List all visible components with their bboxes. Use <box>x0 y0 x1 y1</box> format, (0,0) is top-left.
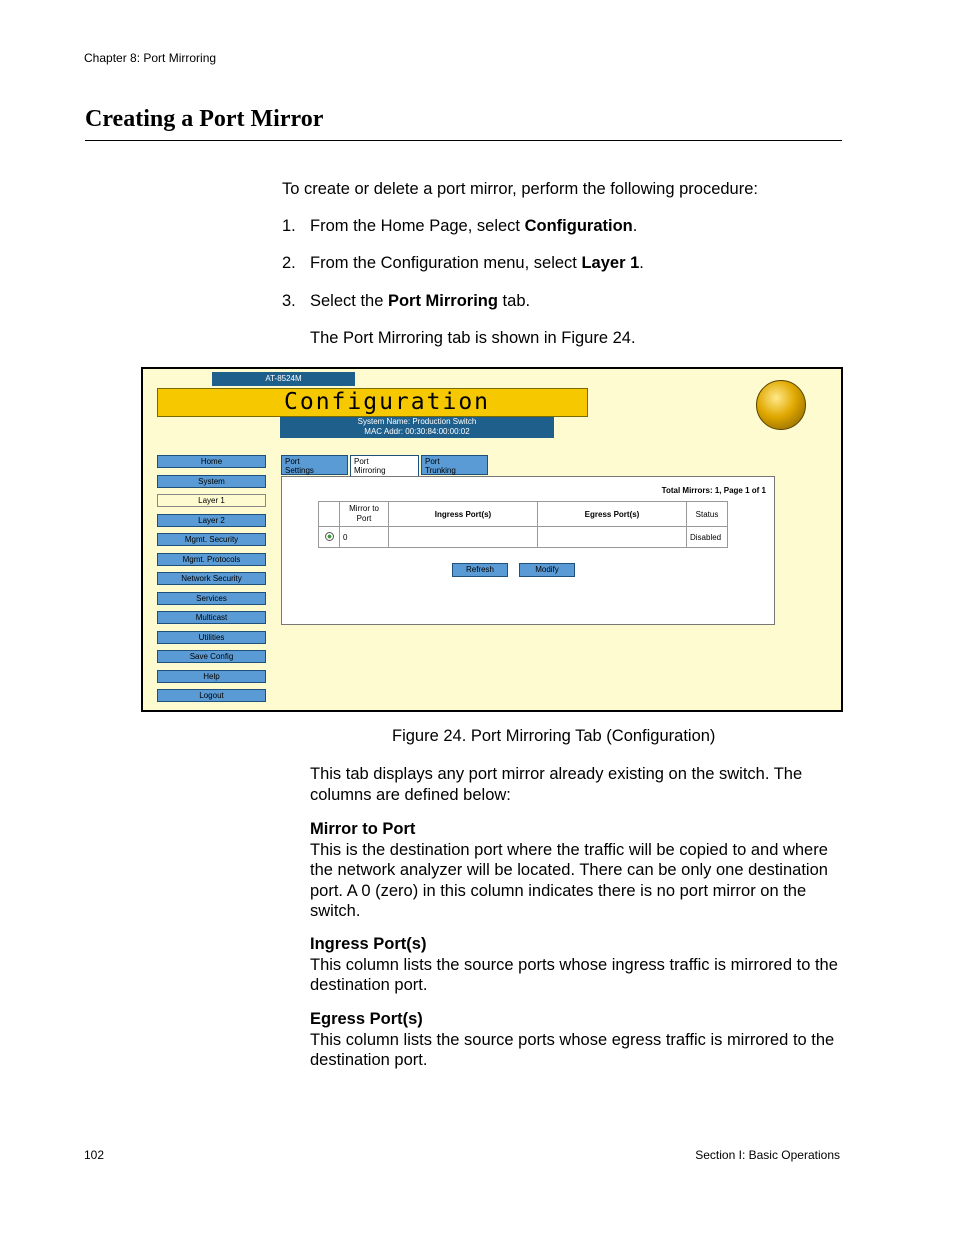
title-rule <box>85 140 842 141</box>
step-text: From the Home Page, select <box>310 217 525 235</box>
row-select-cell <box>319 527 340 548</box>
step-text: Select the <box>310 292 388 310</box>
system-info-box <box>280 417 554 438</box>
nav-logout[interactable]: Logout <box>157 689 266 702</box>
step-bold: Port Mirroring <box>387 292 498 310</box>
cell-egress <box>538 527 687 548</box>
definition-ingress <box>310 934 842 996</box>
nav-help[interactable]: Help <box>157 670 266 683</box>
model-label: AT-8524M <box>212 372 355 386</box>
definition-term: Mirror to Port <box>310 820 416 838</box>
footer-section: Section I: Basic Operations <box>695 1148 840 1162</box>
intro-text: To create or delete a port mirror, perform the following procedure: <box>282 180 758 198</box>
tab-port-settings[interactable] <box>281 455 348 475</box>
definition-text: This is the destination port where the traffic will be copied to and where the network analyzer will be located. There can be only one destination port. A 0 (zero) in this column indicates there is no port mirror on the switch. <box>310 840 828 920</box>
step-3 <box>282 292 531 311</box>
cell-status: Disabled <box>687 527 728 548</box>
definition-term: Egress Port(s) <box>310 1010 423 1028</box>
system-name: System Name: Production Switch <box>357 417 477 426</box>
tab-label: Trunking <box>425 466 456 475</box>
section-title: Creating a Port Mirror <box>85 106 324 132</box>
nav-mgmt-security[interactable]: Mgmt. Security <box>157 533 266 546</box>
cell-ingress <box>389 527 538 548</box>
select-column-header <box>319 502 340 527</box>
step-1 <box>282 217 638 236</box>
running-header: Chapter 8: Port Mirroring <box>84 51 217 65</box>
step-number: 3. <box>282 292 296 310</box>
column-header-egress: Egress Port(s) <box>538 502 687 527</box>
step-post: tab. <box>497 292 531 310</box>
definition-term: Ingress Port(s) <box>310 935 427 953</box>
total-mirrors: Total Mirrors: 1, Page 1 of 1 <box>661 486 766 495</box>
cell-mirror-port: 0 <box>340 527 389 548</box>
step-post: . <box>639 254 644 272</box>
step-note: The Port Mirroring tab is shown in Figure 24. <box>310 329 636 347</box>
refresh-button[interactable]: Refresh <box>452 563 508 577</box>
definition-text: This column lists the source ports whose ingress traffic is mirrored to the destination port. <box>310 955 838 994</box>
nav-save-config[interactable]: Save Config <box>157 650 266 663</box>
tab-port-trunking[interactable] <box>421 455 488 475</box>
globe-logo-icon <box>756 380 806 430</box>
step-number: 1. <box>282 217 296 235</box>
table-row <box>319 527 728 548</box>
tab-label: Mirroring <box>354 466 386 475</box>
page-number: 102 <box>84 1148 105 1162</box>
table-header-row <box>319 502 728 527</box>
figure-screenshot <box>141 367 843 712</box>
nav-utilities[interactable]: Utilities <box>157 631 266 644</box>
nav-services[interactable]: Services <box>157 592 266 605</box>
nav-home[interactable]: Home <box>157 455 266 468</box>
nav-multicast[interactable]: Multicast <box>157 611 266 624</box>
step-text: From the Configuration menu, select <box>310 254 582 272</box>
mac-address: MAC Addr: 00:30:84:00:00:02 <box>364 427 470 436</box>
header-label: Port <box>356 514 372 523</box>
definition-egress <box>310 1009 842 1071</box>
configuration-title: Configuration <box>284 389 491 415</box>
nav-layer-1[interactable]: Layer 1 <box>157 494 266 507</box>
step-post: . <box>632 217 638 235</box>
figure-caption: Figure 24. Port Mirroring Tab (Configuration) <box>392 727 716 745</box>
row-radio-button[interactable] <box>325 532 334 541</box>
tab-label: Settings <box>285 466 314 475</box>
port-mirroring-panel <box>281 476 775 625</box>
nav-mgmt-protocols[interactable]: Mgmt. Protocols <box>157 553 266 566</box>
tab-label: Port <box>285 457 300 466</box>
definition-text: This column lists the source ports whose egress traffic is mirrored to the destination port. <box>310 1030 835 1069</box>
modify-button[interactable]: Modify <box>519 563 575 577</box>
step-bold: Layer 1 <box>581 254 640 272</box>
nav-network-security[interactable]: Network Security <box>157 572 266 585</box>
step-2 <box>282 254 644 273</box>
definition-mirror <box>310 819 842 922</box>
tab-label: Port <box>354 457 369 466</box>
mirror-table <box>318 501 728 548</box>
column-header-status: Status <box>687 502 728 527</box>
step-number: 2. <box>282 254 296 272</box>
column-header-ingress: Ingress Port(s) <box>389 502 538 527</box>
description-text: This tab displays any port mirror already existing on the switch. The columns are defined below: <box>310 765 803 804</box>
tab-port-mirroring[interactable] <box>350 455 419 477</box>
configuration-banner <box>157 388 588 417</box>
nav-system[interactable]: System <box>157 475 266 488</box>
tab-label: Port <box>425 457 440 466</box>
nav-layer-2[interactable]: Layer 2 <box>157 514 266 527</box>
column-header-mirror <box>340 502 389 527</box>
step-bold: Configuration <box>524 217 633 235</box>
header-label: Mirror to <box>349 504 379 513</box>
